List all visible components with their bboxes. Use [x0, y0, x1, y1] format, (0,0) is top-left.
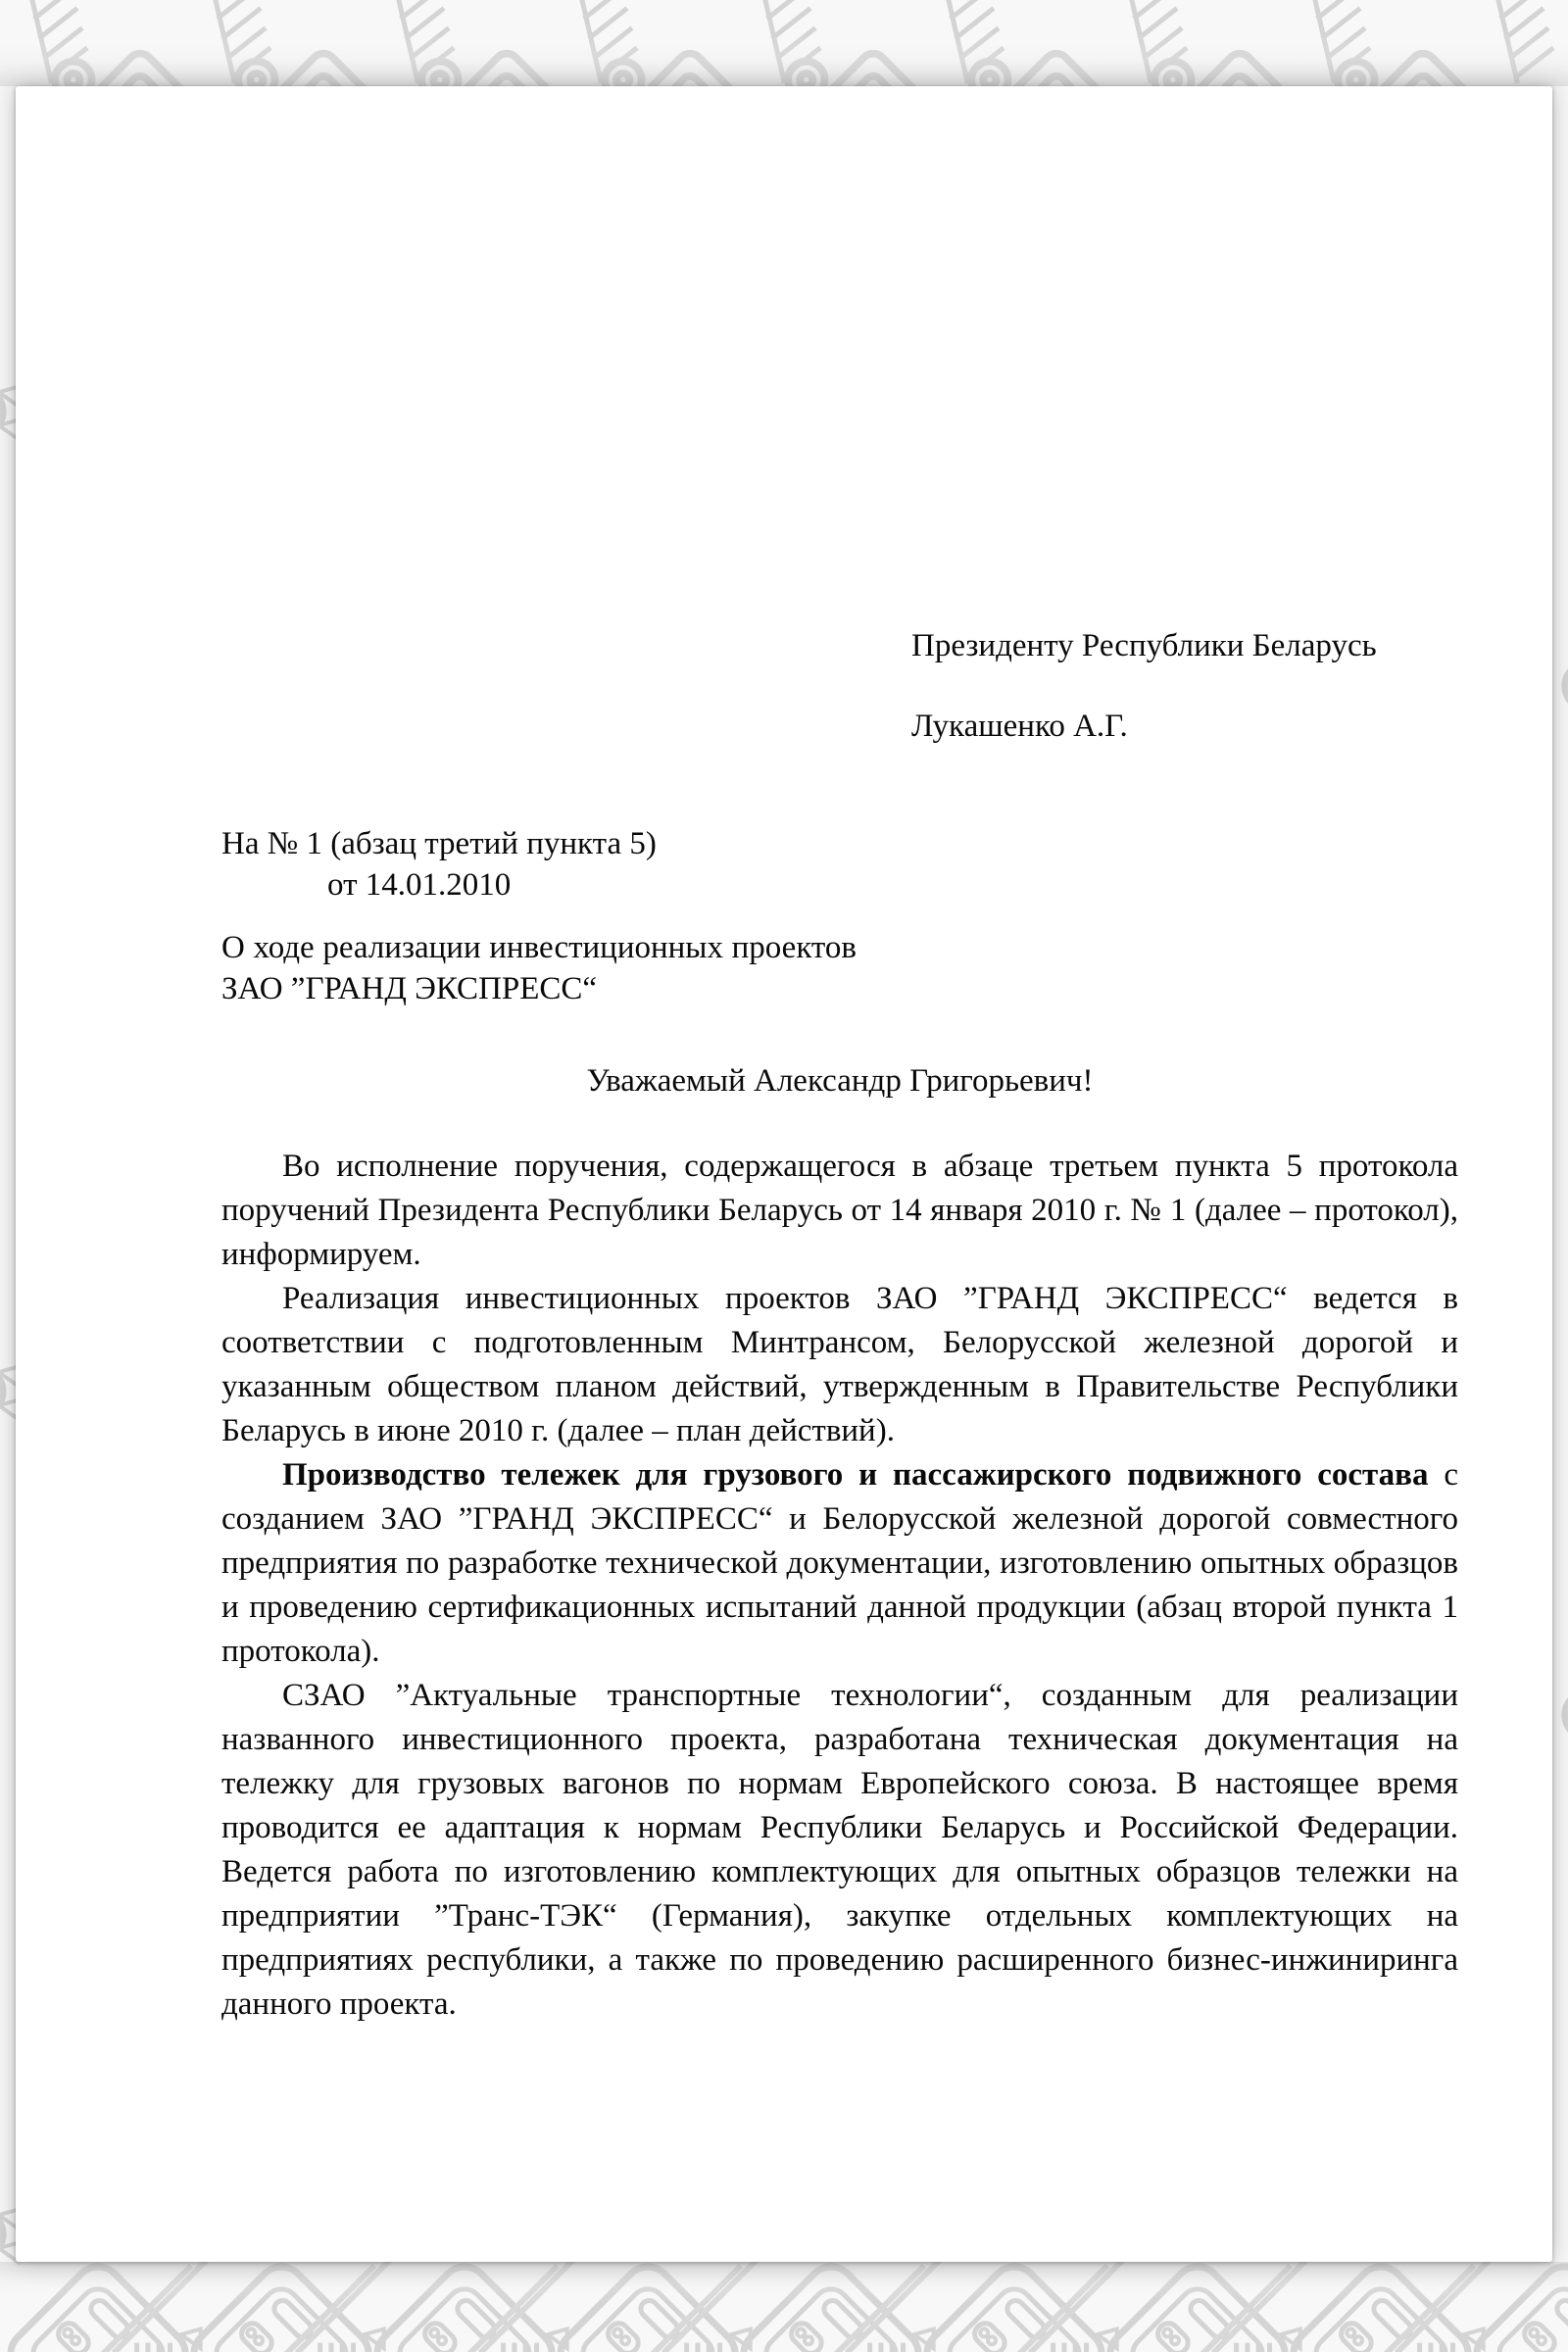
- reference-block: [221, 823, 1458, 906]
- letter-body: [221, 1145, 1458, 2027]
- reference-date: от 14.01.2010: [327, 867, 512, 903]
- paragraph: Реализация инвестиционных проектов ЗАО ”ГРАНД ЭКСПРЕСС“ ведется в соответствии с подготовленным Минтрансом, Белорусской железной дорогой и указанным обществом планом действий, утвержденным в Правительстве Республики Беларусь в июне 2010 г. (далее – план действий).: [221, 1281, 1458, 1448]
- reference-number: На № 1 (абзац третий пункта 5): [221, 826, 657, 861]
- salutation: Уважаемый Александр Григорьевич!: [586, 1063, 1094, 1099]
- letter-content: [16, 86, 1552, 2027]
- paragraph-text: с созданием ЗАО ”ГРАНД ЭКСПРЕСС“ и Белорусской железной дорогой совместного предприятия по разработке технической документации, изготовлению опытных образцов и проведению сертификационных испытаний данной продукции (абзац второй пункта 1 протокола).: [221, 1457, 1458, 1669]
- subject-line: О ходе реализации инвестиционных проектов ЗАО ”ГРАНД ЭКСПРЕСС“: [221, 930, 857, 1006]
- recipient-title: Президенту Республики Беларусь: [911, 628, 1377, 663]
- paragraph: Во исполнение поручения, содержащегося в абзаце третьем пункта 5 протокола поручений Президента Республики Беларусь от 14 января 2010 г. № 1 (далее – протокол), информируем.: [221, 1149, 1458, 1272]
- recipient-block: [911, 625, 1458, 747]
- recipient-name: Лукашенко А.Г.: [911, 709, 1128, 744]
- letter-page: [16, 86, 1552, 2262]
- paragraph: СЗАО ”Актуальные транспортные технологии“, созданным для реализации названного инвестиционного проекта, разработана техническая документация на тележку для грузовых вагонов по нормам Европейского союза. В настоящее время проводится ее адаптация к нормам Республики Беларусь и Российской Федерации. Ведется работа по изготовлению комплектующих для опытных образцов тележки на предприятии ”Транс-ТЭК“ (Германия), закупке отдельных комплектующих на предприятиях республики, а также по проведению расширенного бизнес-инжиниринга данного проекта.: [221, 1678, 1458, 2022]
- paragraph-bold-lead: Производство тележек для грузового и пассажирского подвижного состава: [282, 1457, 1429, 1493]
- paragraph: [221, 1453, 1458, 1674]
